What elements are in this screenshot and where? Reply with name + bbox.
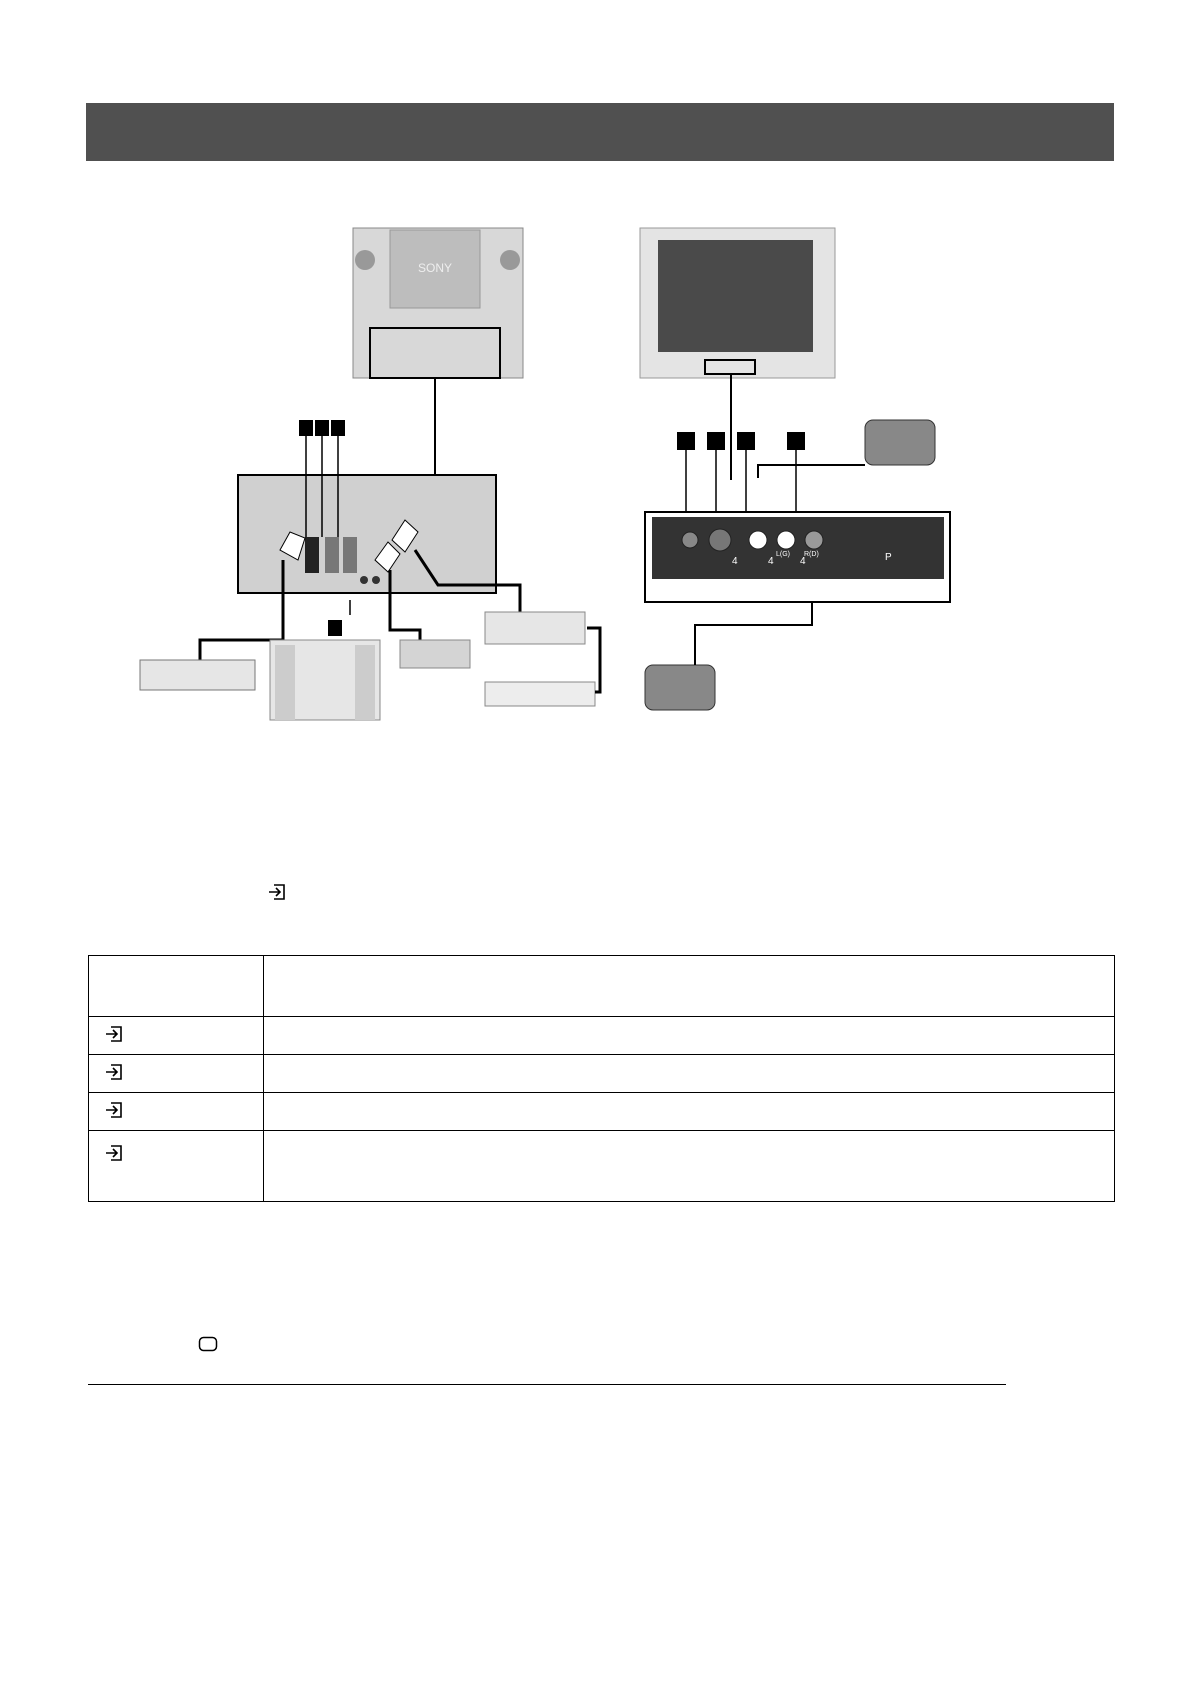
table-header-cell-1 (89, 956, 264, 1017)
table-row (89, 1017, 1115, 1055)
marker-4 (328, 600, 350, 636)
table-header-cell-2 (264, 956, 1115, 1017)
connection-table (88, 955, 1115, 1202)
input-icon (105, 1024, 129, 1044)
table-cell-input (89, 1093, 264, 1131)
table-cell-input (89, 1131, 264, 1202)
table-row (89, 1131, 1115, 1202)
rear-connector-panel (238, 475, 496, 593)
table-cell-input (89, 1055, 264, 1093)
table-row (89, 1093, 1115, 1131)
front-label-2: 4 (768, 556, 774, 567)
markers-1-3 (299, 420, 345, 537)
tv-rear-view (353, 228, 523, 475)
camcorder-top (758, 420, 935, 478)
table-cell-description (264, 1017, 1115, 1055)
input-icon (105, 1143, 129, 1163)
table-header-row (89, 956, 1115, 1017)
front-connector-panel (645, 512, 950, 602)
front-label-1: 4 (732, 556, 738, 567)
input-icon (268, 882, 292, 902)
front-label-3: L(G) (776, 551, 790, 558)
input-icon (105, 1100, 129, 1120)
camcorder-bottom (645, 602, 812, 710)
front-label-4: 4 (800, 556, 806, 567)
connection-diagram (100, 220, 980, 760)
footer-rule (88, 1384, 1006, 1385)
table-cell-description (264, 1055, 1115, 1093)
markers-5-8 (677, 432, 805, 512)
front-label-5: R(D) (804, 551, 819, 558)
front-label-6: P (885, 552, 892, 563)
table-cell-description (264, 1131, 1115, 1202)
table-cell-input (89, 1017, 264, 1055)
table-row (89, 1055, 1115, 1093)
tv-brand-label: SONY (418, 261, 453, 275)
section-header-bar (86, 103, 1114, 161)
table-cell-description (264, 1093, 1115, 1131)
input-icon (105, 1062, 129, 1082)
tv-screen-icon (198, 1336, 218, 1352)
